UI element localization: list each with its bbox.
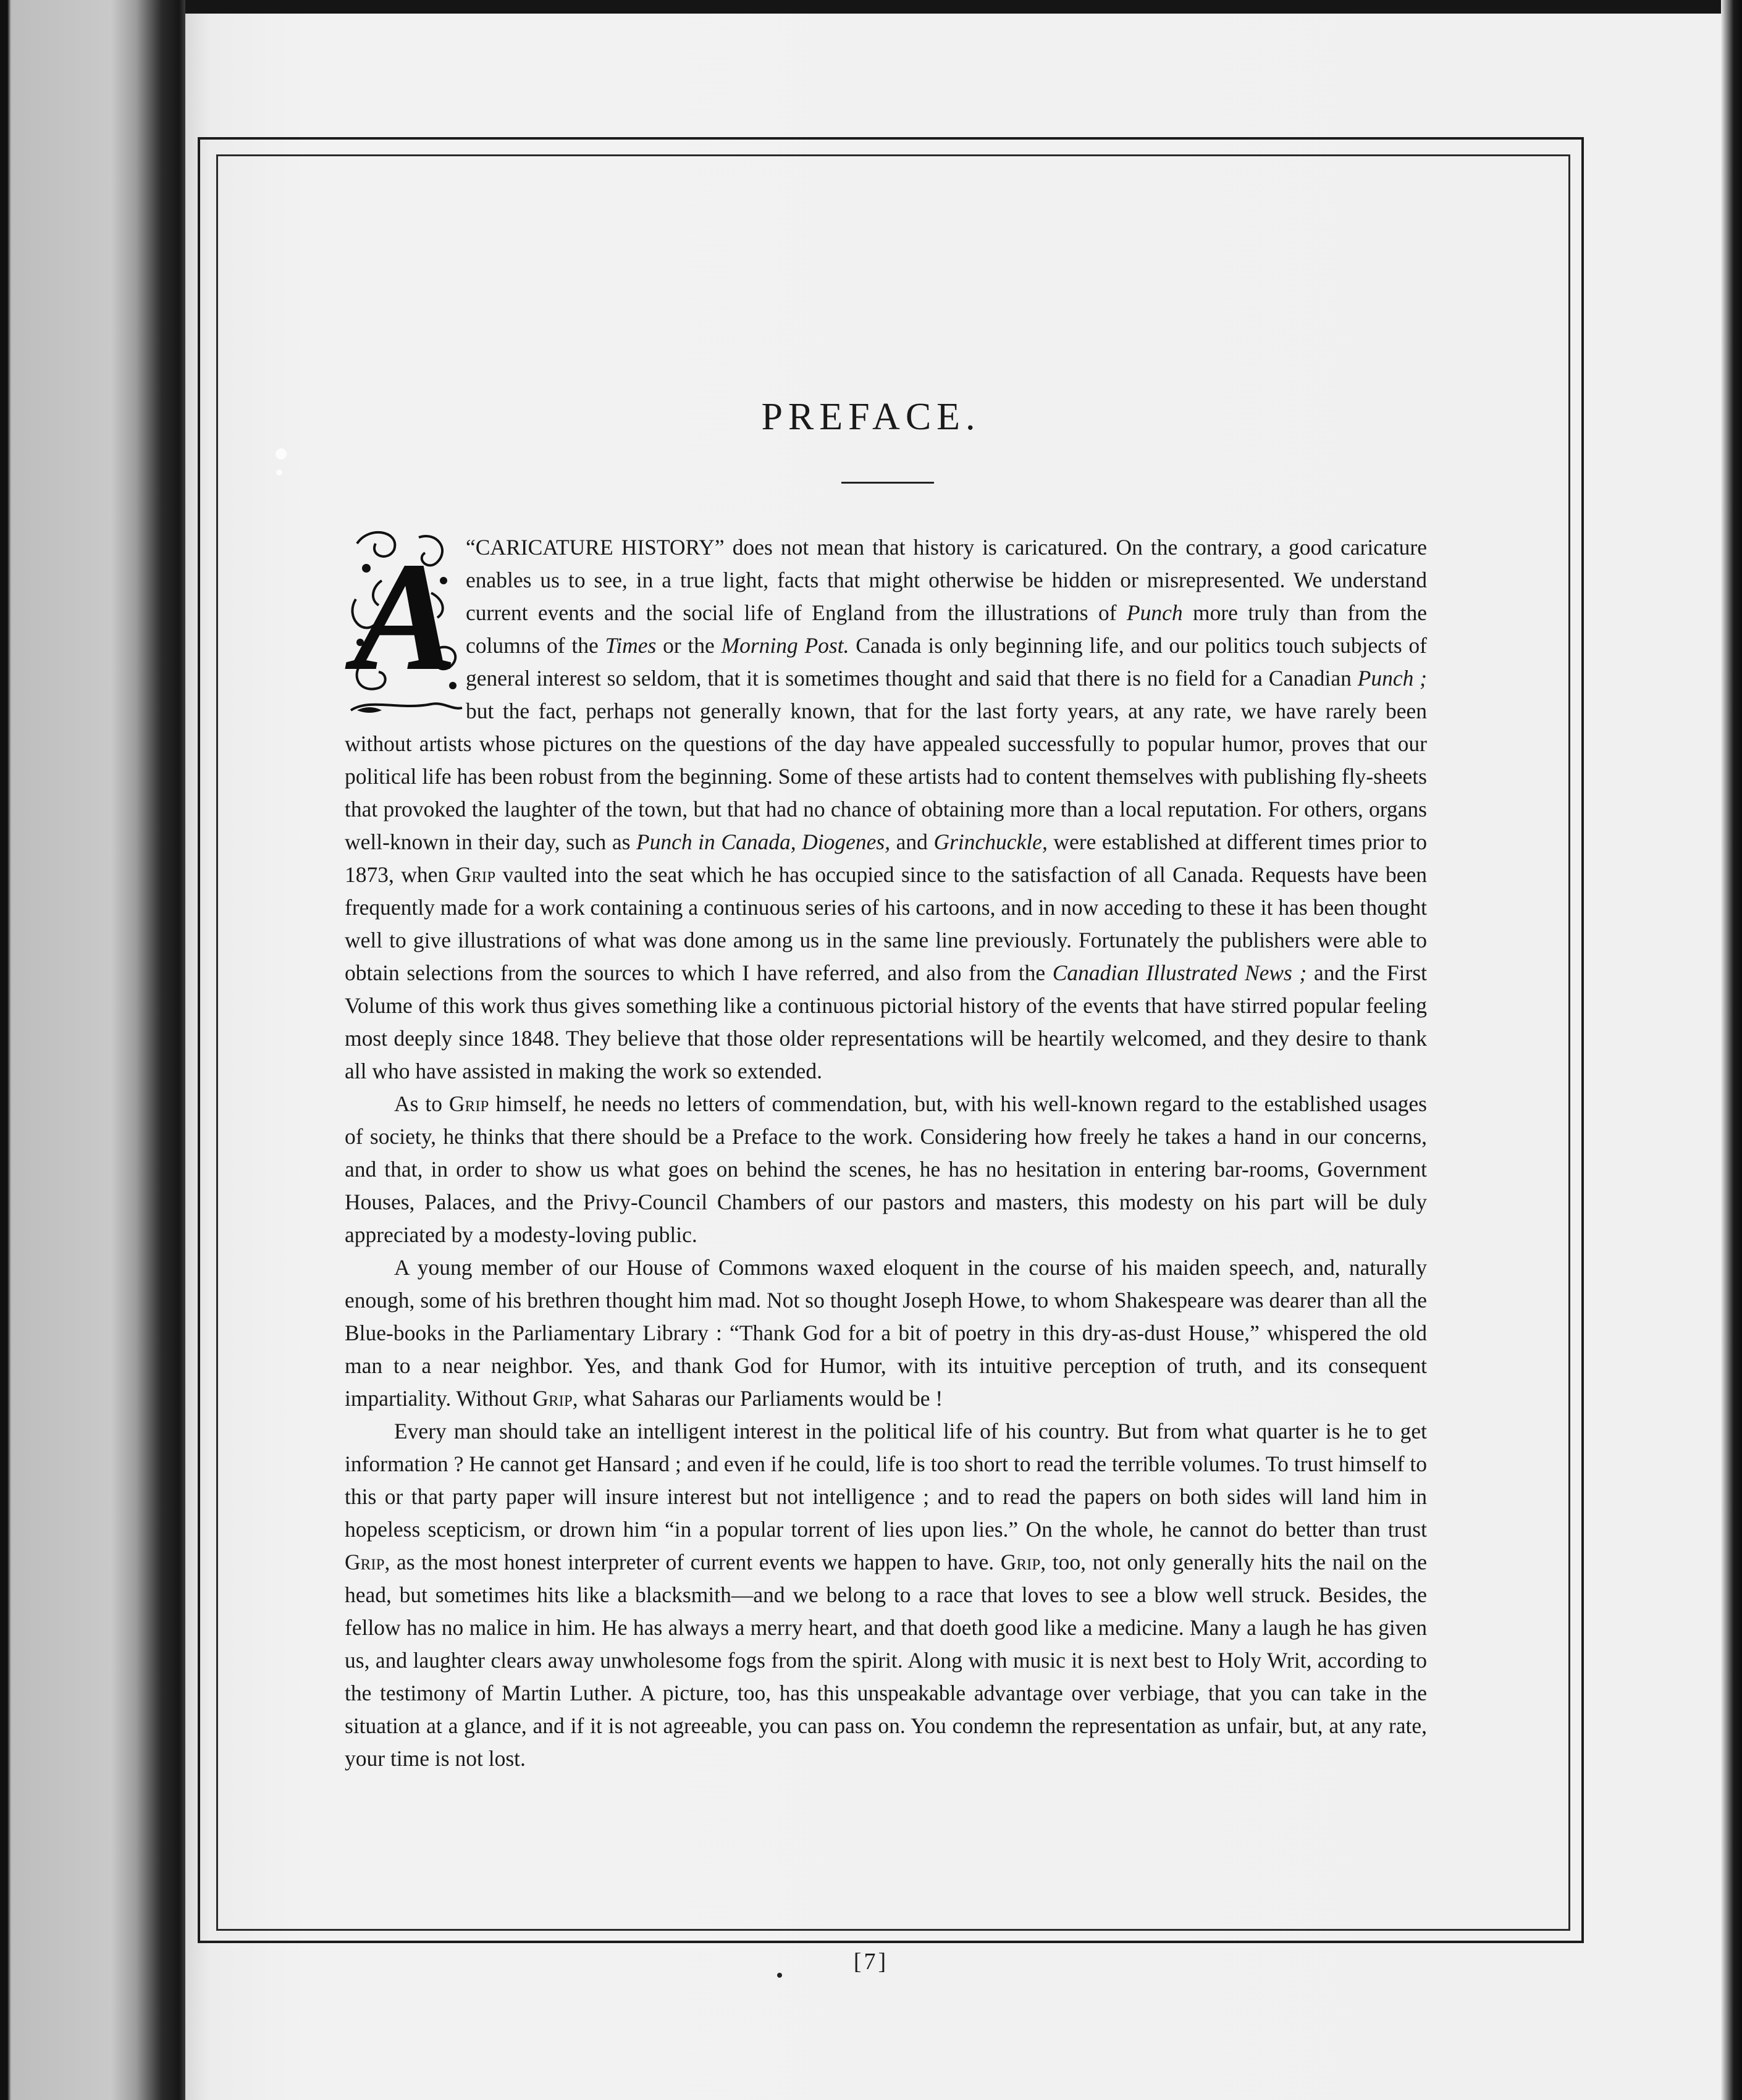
small-caps-text: Grip	[455, 862, 496, 887]
body-text: were established at different times prior to 1873, when	[345, 830, 1428, 887]
small-caps-text: Grip	[345, 1550, 385, 1574]
preface-paragraph	[345, 531, 1427, 1088]
body-text: Every man should take an intelligent interest in the political life of his country. But from what quarter is he to get information ? He cannot get Hansard ; and even if he could, life is too short to read the terrible volumes. To trust himself to this or that party paper will insure interest but not intelligence ; and to read the papers on both sides will land him in hopeless scepticism, or drown him “in a popular torrent of lies upon lies.” On the whole, he cannot do better than trust	[345, 1419, 1427, 1542]
body-text: more truly than from the columns of the	[466, 600, 1427, 658]
body-text: or the	[656, 633, 722, 658]
italic-text: Grinchuckle,	[933, 830, 1048, 854]
preface-body	[345, 531, 1427, 1775]
body-text: “CARICATURE HISTORY” does not mean that history is caricatured. On the contrary, a good caricature enables us to see, in a true light, facts that might otherwise be hidden or misrepresented. We understand current events and the social life of England from the illustrations of	[466, 535, 1427, 625]
body-text: himself, he needs no letters of commendation, but, with his well-known regard to the established usages of society, he thinks that there should be a Preface to the work. Considering how freely he takes a hand in our concerns, and that, in order to show us what goes on behind the scenes, he has no hesitation in entering bar-rooms, Government Houses, Palaces, and the Privy-Council Chambers of our pastors and masters, this modesty on his part will be duly appreciated by a modesty-loving public.	[345, 1091, 1427, 1247]
small-caps-text: Grip	[532, 1386, 573, 1411]
body-text: vaulted into the seat which he has occupied since to the satisfaction of all Canada. Requests have been frequently made for a work containing a continuous series of his cartoons, and in now acceding to these it has been thought well to give illustrations of what was done among us in the same line previously. Fortunately the publishers were able to obtain selections from the sources to which I have referred, and also from the	[345, 862, 1427, 985]
italic-text: Canadian Illustrated News ;	[1052, 960, 1307, 985]
title-rule	[841, 482, 934, 484]
page-number: [7]	[853, 1949, 889, 1975]
ornamental-drop-cap	[345, 525, 466, 721]
italic-text: Morning Post.	[721, 633, 849, 658]
body-text: and the First Volume of this work thus gives something like a continuous pictorial history of the events that have stirred popular feeling most deeply since 1848. They believe that those older representations will be heartily welcomed, and they desire to thank all who have assisted in making the work so extended.	[345, 960, 1427, 1083]
small-caps-text: Grip	[1000, 1550, 1041, 1574]
body-text: Canada is only beginning life, and our politics touch subjects of general interest so seldom, that it is sometimes thought and said that there is no field for a Canadian	[466, 633, 1427, 691]
drop-cap-letter: A	[353, 531, 457, 702]
italic-text: Punch	[1126, 600, 1183, 625]
page-title: PREFACE.	[761, 396, 981, 438]
preface-paragraph	[345, 1415, 1427, 1775]
book-binding-edge	[0, 0, 185, 2100]
scan-right-border	[1721, 0, 1742, 2100]
italic-text: Times	[605, 633, 657, 658]
scan-top-border	[185, 0, 1742, 14]
body-text: , as the most honest interpreter of current events we happen to have.	[384, 1550, 1001, 1574]
small-caps-text: Grip	[448, 1091, 489, 1116]
body-text: and	[890, 830, 934, 854]
body-text: , what Saharas our Parliaments would be !	[572, 1386, 943, 1411]
preface-paragraph	[345, 1251, 1427, 1415]
italic-text: Punch ;	[1357, 666, 1427, 691]
italic-text: Punch in Canada, Diogenes,	[636, 830, 891, 854]
body-text: A young member of our House of Commons waxed eloquent in the course of his maiden speech, and, naturally enough, some of his brethren thought him mad. Not so thought Joseph Howe, to whom Shakespeare was dearer than all the Blue-books in the Parliamentary Library : “Thank God for a bit of poetry in this dry-as-dust House,” whispered the old man to a near neighbor. Yes, and thank God for Humor, with its intuitive perception of truth, and its consequent impartiality. Without	[345, 1255, 1427, 1411]
preface-paragraph	[345, 1088, 1427, 1251]
body-text: , too, not only generally hits the nail on the head, but sometimes hits like a blacksmith—and we belong to a race that loves to see a blow well struck. Besides, the fellow has no malice in him. He has always a merry heart, and that doeth good like a medicine. Many a laugh he has given us, and laughter clears away unwholesome fogs from the spirit. Along with music it is next best to Holy Writ, according to the testimony of Martin Luther. A picture, too, has this unspeakable advantage over verbiage, that you can take in the situation at a glance, and if it is not agreeable, you can pass on. You condemn the representation as unfair, but, at any rate, your time is not lost.	[345, 1550, 1428, 1771]
body-text: but the fact, perhaps not generally known, that for the last forty years, at any rate, we have rarely been without artists whose pictures on the questions of the day have appealed successfully to popular humor, proves that our political life has been robust from the beginning. Some of these artists had to content themselves with publishing fly-sheets that provoked the laughter of the town, but that had no chance of obtaining more than a local reputation. For others, organs well-known in their day, such as	[345, 699, 1427, 854]
body-text: As to	[394, 1091, 449, 1116]
